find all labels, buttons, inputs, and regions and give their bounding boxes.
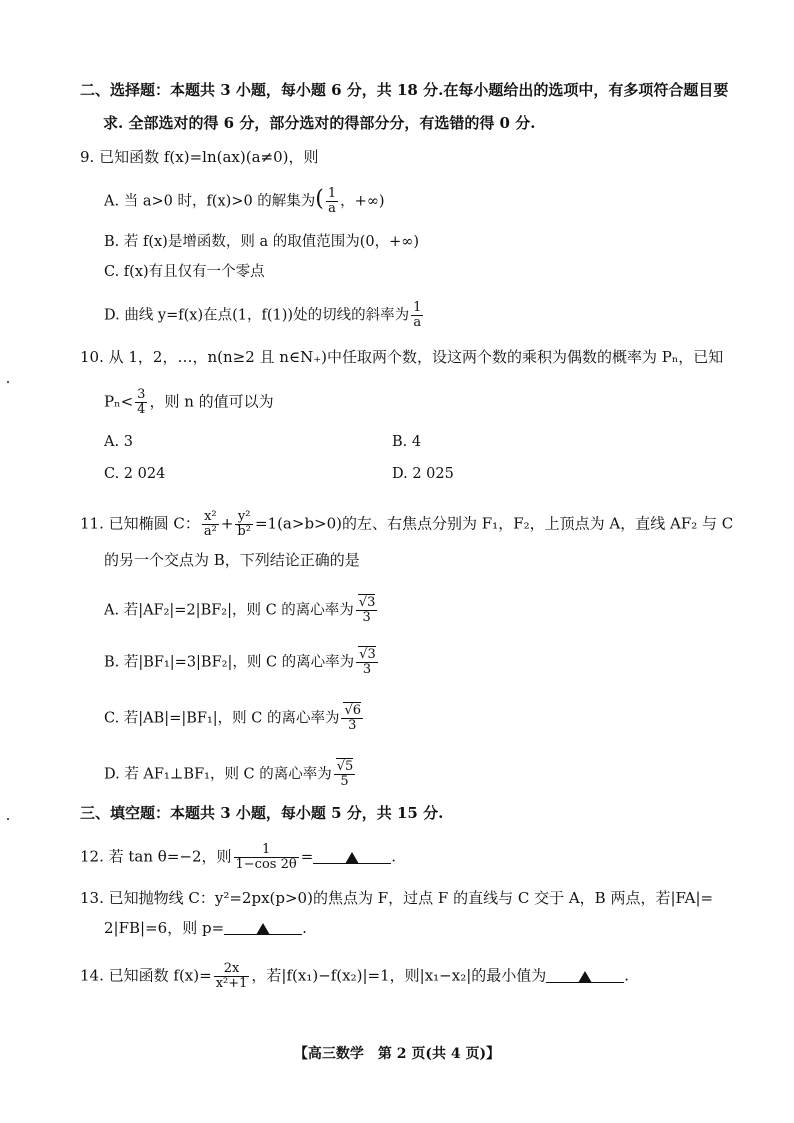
triangle-icon bbox=[578, 971, 592, 983]
q11-option-a: A. 若|AF₂|=2|BF₂|，则 C 的离心率为 $\frac{√3}{3}$ bbox=[104, 595, 376, 625]
q9-a-fraction: $\frac{1}{a}$ bbox=[327, 186, 337, 216]
q9-stem bbox=[80, 147, 318, 167]
q11-option-d: D. 若 AF₁⊥BF₁，则 C 的离心率为 $\frac{√5}{5}$ bbox=[104, 759, 354, 789]
q9-d-prefix: D. 曲线 y=f(x)在点(1，f(1))处的切线的斜率为 bbox=[104, 307, 410, 324]
q10-option-a: A. 3 bbox=[104, 434, 133, 450]
q14-prefix: 14. 已知函数 f(x)= bbox=[80, 966, 212, 985]
q10-stem2-prefix: Pₙ< bbox=[104, 392, 134, 411]
q9-option-c: C. f(x)有且仅有一个零点 bbox=[104, 264, 265, 280]
q10-option-b: B. 4 bbox=[392, 434, 422, 450]
margin-mark bbox=[7, 381, 9, 383]
margin-mark bbox=[7, 818, 9, 820]
q9-option-b: B. 若 f(x)是增函数，则 a 的取值范围为(0，+∞) bbox=[104, 234, 419, 250]
q9-a-condition: a>0 时，f(x)>0 的解集为 bbox=[142, 193, 316, 210]
q14-answer-blank bbox=[546, 966, 624, 983]
q11-stem-line1 bbox=[80, 510, 733, 539]
section2-title: 二、选择题：本题共 3 小题，每小题 6 分，共 18 分. bbox=[80, 81, 444, 99]
q11-stem1-suffix: =1(a>b>0)的左、右焦点分别为 F₁，F₂，上顶点为 A，直线 AF₂ 与 C bbox=[254, 514, 734, 533]
q11-d-fraction: $\frac{√5}{5}$ bbox=[334, 760, 356, 789]
section2-desc2: 求. 全部选对的得 6 分，部分选对的得部分分，有选错的得 0 分. bbox=[103, 114, 536, 132]
q9-option-d bbox=[104, 301, 425, 330]
q11-option-b: B. 若|BF₁|=3|BF₂|，则 C 的离心率为 $\frac{√3}{3}$ bbox=[104, 647, 376, 677]
q10-fraction: $\frac{3}{4}$ bbox=[137, 387, 146, 417]
q14-middle: ，若|f(x₁)−f(x₂)|=1，则|x₁−x₂|的最小值为 bbox=[251, 966, 547, 985]
q11-x-fraction: $\frac{\text{x²}}{\text{a²}}$ bbox=[203, 509, 217, 539]
q11-option-c: C. 若|AB|=|BF₁|，则 C 的离心率为 $\frac{√6}{3}$ bbox=[104, 703, 362, 733]
q11-y-fraction: $\frac{\text{y²}}{\text{b²}}$ bbox=[237, 509, 251, 539]
q12-stem: 12. 若 tan θ=−2，则 $\frac{1}{1-\cos 2\theta}$ = . bbox=[80, 842, 397, 872]
q11-stem-line2: 的另一个交点为 B，下列结论正确的是 bbox=[104, 551, 360, 569]
section3-header: 三、填空题：本题共 3 小题，每小题 5 分，共 15 分. bbox=[80, 804, 444, 822]
q9-a-close: ，+∞) bbox=[340, 193, 385, 210]
q11-b-fraction: $\frac{√3}{3}$ bbox=[356, 648, 378, 677]
q11-a-fraction: $\frac{√3}{3}$ bbox=[356, 596, 378, 625]
q10-option-c: C. 2 024 bbox=[104, 466, 166, 482]
q13-stem-line2: 2|FB|=6，则 p= . bbox=[104, 919, 307, 937]
q11-stem1-prefix: 11. 已知椭圆 C： bbox=[80, 514, 200, 533]
q10-stem-line1: 10. 从 1，2，…，n(n≥2 且 n∈N₊)中任取两个数，设这两个数的乘积为偶数的概率为 Pₙ，已知 bbox=[80, 348, 724, 366]
triangle-icon bbox=[345, 852, 359, 864]
q9-stem-function: f(x)=ln(ax)(a≠0)，则 bbox=[163, 148, 319, 166]
section2-header-line1 bbox=[80, 80, 728, 100]
section2-header-line2 bbox=[103, 113, 535, 133]
q9-option-a bbox=[104, 187, 385, 216]
q11-plus: + bbox=[220, 514, 234, 533]
q9-a-prefix: A. 当 bbox=[104, 193, 139, 210]
q14-fraction: $\frac{2x}{\text{x²+1}}$ bbox=[215, 961, 248, 991]
q11-c-fraction: $\frac{√6}{3}$ bbox=[341, 704, 363, 733]
page-footer: 【高三数学 第 2 页(共 4 页)】 bbox=[293, 1046, 501, 1062]
section2-desc1: 在每小题给出的选项中，有多项符合题目要 bbox=[443, 81, 729, 99]
q9-a-open: ( bbox=[315, 186, 324, 212]
q10-option-d: D. 2 025 bbox=[392, 466, 454, 482]
q12-fraction: $\frac{1}{1-\cos 2\theta}$ bbox=[235, 842, 297, 872]
q12-prefix: 12. 若 tan θ=−2，则 bbox=[80, 847, 232, 866]
triangle-icon bbox=[256, 923, 270, 935]
q14-stem: 14. 已知函数 f(x)= $\frac{2x}{\text{x²+1}}$ ，若|f(x₁)−f(x₂)|=1，则|x₁−x₂|的最小值为 . bbox=[80, 961, 630, 991]
q13-line2-prefix: 2|FB|=6，则 p= bbox=[104, 919, 225, 937]
q12-answer-blank bbox=[313, 847, 391, 864]
q13-answer-blank bbox=[224, 918, 302, 935]
q10-stem2-suffix: ，则 n 的值可以为 bbox=[149, 392, 274, 411]
q9-d-fraction: $\frac{1}{a}$ bbox=[413, 300, 422, 330]
q13-stem-line1: 13. 已知抛物线 C：y²=2px(p>0)的焦点为 F，过点 F 的直线与 C 交于 A，B 两点，若|FA|= bbox=[80, 889, 714, 907]
q9-stem-prefix: 9. 已知函数 bbox=[80, 148, 160, 166]
q10-stem-line2 bbox=[104, 388, 274, 417]
